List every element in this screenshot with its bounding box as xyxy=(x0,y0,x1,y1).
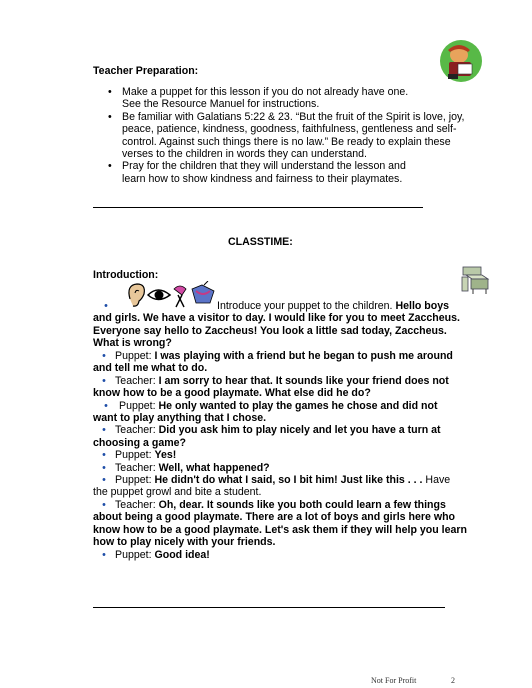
dialogue-line: • Teacher: Did you ask him to play nicely and let you have a turn at xyxy=(102,424,441,437)
dialogue-line: • Puppet: I was playing with a friend but he began to push me around xyxy=(102,350,453,362)
dialogue-line: • Puppet: He only wanted to play the games he chose and did not xyxy=(104,399,438,412)
classtime-heading: CLASSTIME: xyxy=(228,236,293,248)
list-item: • Pray for the children that they will understand the lesson and learn how to show kindness and fairness to their playmates. xyxy=(93,160,493,185)
list-item: • Make a puppet for this lesson if you do not already have one. See the Resource Manuel for instructions. xyxy=(93,86,493,111)
bullet: • xyxy=(104,300,108,312)
eye-icon xyxy=(148,290,170,300)
dialogue-line: • Puppet: Yes! xyxy=(102,449,177,462)
teacher-reading-icon xyxy=(438,38,484,84)
divider xyxy=(93,207,423,208)
dialogue: • Puppet: I was playing with a friend but he began to push me around and tell me what to do. • Teacher: I am sorry to hear that. It sounds like your friend does not know how to be a good playmate. What else did he do? • Puppet: He only wanted to play the games he chose and did not want to play anything that I chose. • Teacher: Did you ask him to play nicely and let you have a turn at choosing a game? • Puppet: Yes! • Teacher: Well, what happened? • Puppet: He didn't do what I said, so I bit him! Just like this . . . Have the puppet growl and bite a student. • Teacher: Oh, dear. It sounds like you both could learn a few things about being a good playmate. There are a lot of boys and girls here who know how to be a good playmate. Let's ask them if they will help you learn how to play nicely with your friends. • Puppet: Good idea! xyxy=(93,350,503,561)
dialogue-line: • Puppet: Good idea! xyxy=(102,548,210,561)
introduction-heading: Introduction: xyxy=(93,269,159,281)
list-item: • Be familiar with Galatians 5:22 & 23. “But the fruit of the Spirit is love, joy, peace, patience, kindness, goodness, faithfulness, gentleness and self- control. Against such things there is no law.” Be ready to explain these verses to the children in words they can understand. xyxy=(93,111,493,161)
footer-note: Not For Profit xyxy=(371,676,417,685)
teacher-prep-heading: Teacher Preparation: xyxy=(93,65,199,77)
dialogue-line: • Teacher: Well, what happened? xyxy=(102,461,270,474)
dialogue-line: • Teacher: I am sorry to hear that. It sounds like your friend does not xyxy=(102,374,449,387)
divider xyxy=(93,607,445,608)
introduction-text: • Introduce your puppet to the children. Hello boys and girls. We have a visitor to day. I would like for you to meet Zaccheus. Everyone say hello to Zaccheus! You look a little sad today, Zaccheus. What is wrong? xyxy=(93,300,460,350)
dialogue-line: • Teacher: Oh, dear. It sounds like you both could learn a few things xyxy=(102,498,446,511)
classroom-desk-icon xyxy=(460,263,494,295)
page-number: 2 xyxy=(451,676,455,685)
dialogue-line: • Puppet: He didn't do what I said, so I bit him! Just like this . . . Have xyxy=(102,474,451,487)
teacher-prep-list xyxy=(93,86,493,185)
